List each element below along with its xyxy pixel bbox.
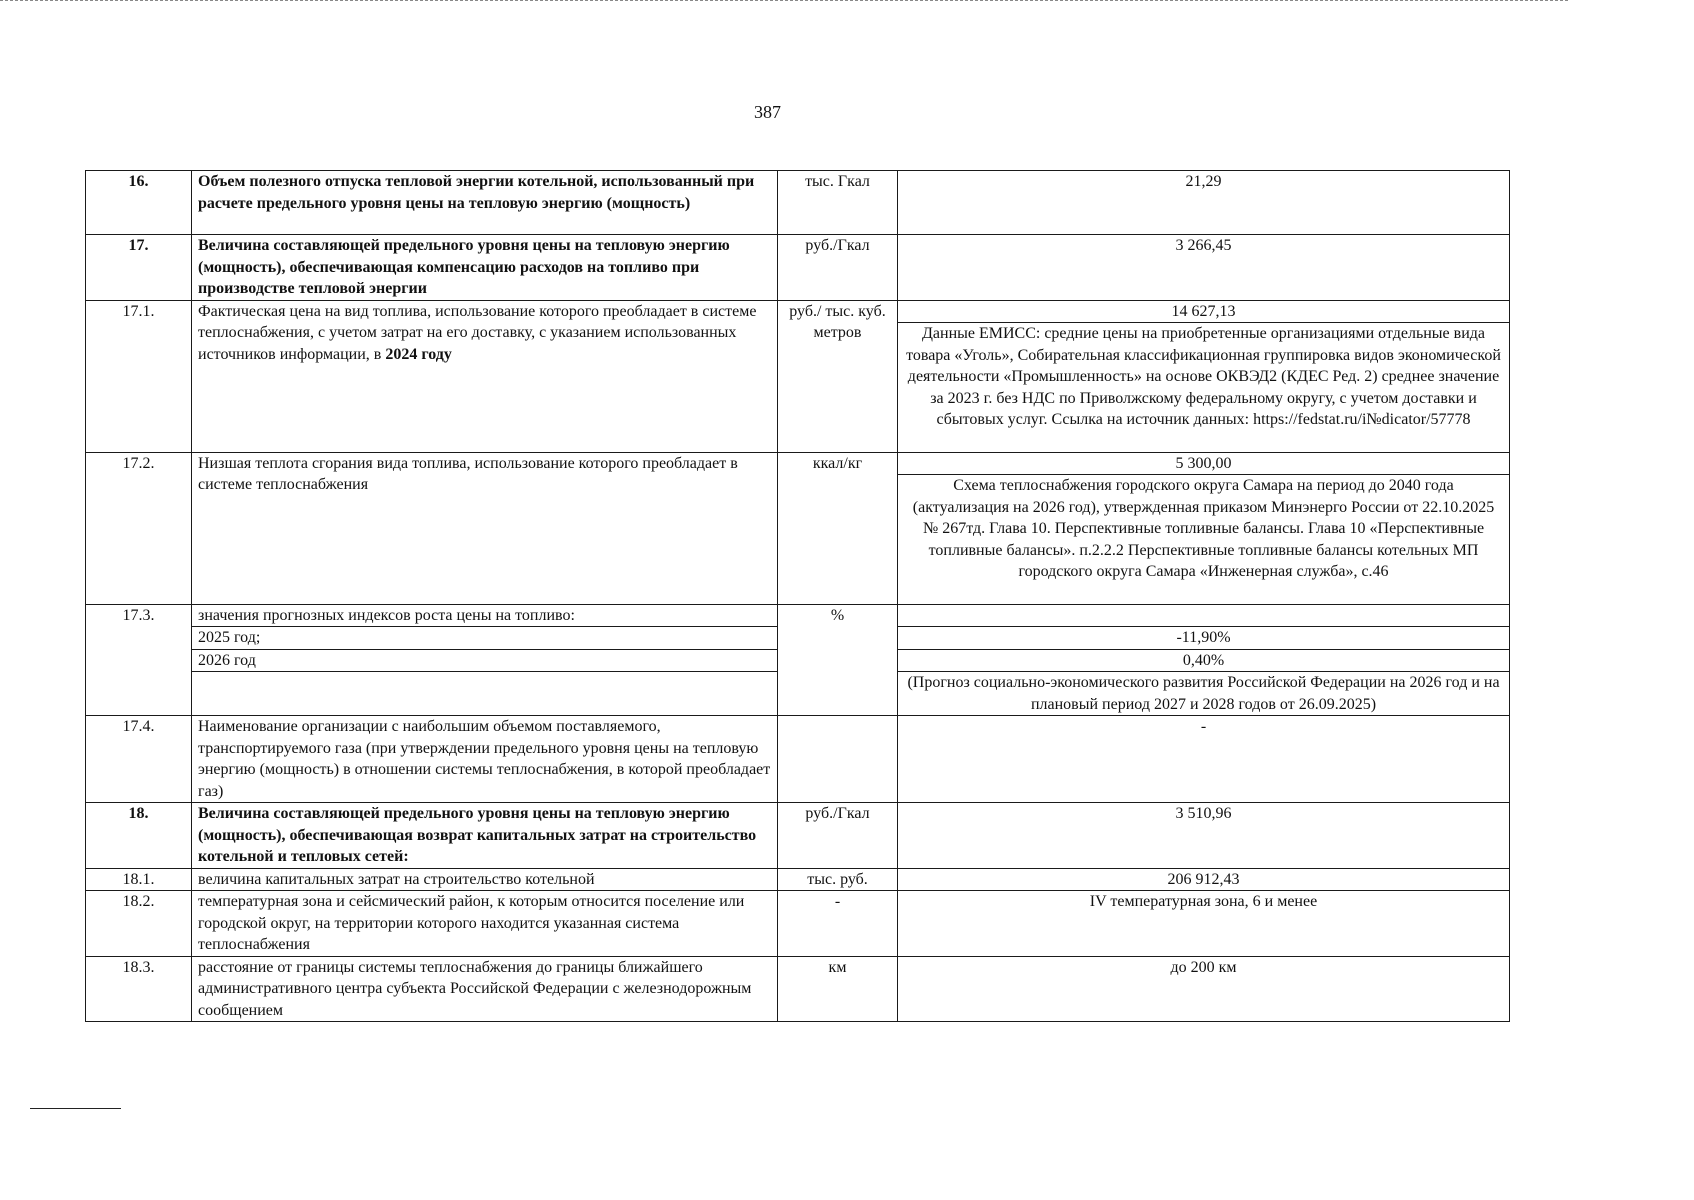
row-description [192,300,778,452]
row-unit: км [778,956,898,1022]
row-number: 17.1. [86,300,192,452]
table-row [86,716,1510,803]
table-row [86,452,1510,604]
row-unit [778,716,898,803]
table-row [86,891,1510,957]
row-value: 3 510,96 [898,803,1510,869]
row-unit: руб./ тыс. куб. метров [778,300,898,452]
row-unit: тыс. руб. [778,868,898,891]
table-row [86,868,1510,891]
row-value: 14 627,13 [1171,302,1236,320]
row-number: 17. [86,235,192,301]
row-unit: ккал/кг [778,452,898,604]
row-description: Объем полезного отпуска тепловой энергии котельной, использованный при расчете предельного уровня цены на тепловую энергию (мощность) [192,171,778,235]
table-row [86,300,1510,452]
row-number: 18.2. [86,891,192,957]
row-description: Низшая теплота сгорания вида топлива, использование которого преобладает в системе теплоснабжения [192,452,778,604]
row-number: 18.1. [86,868,192,891]
row-value-cell [898,452,1510,604]
row-description: величина капитальных затрат на строительство котельной [192,868,778,891]
row-value [898,604,1510,627]
row-description: 2026 год [192,649,778,672]
row-number: 17.2. [86,452,192,604]
table-row [86,604,1510,627]
row-value: IV температурная зона, 6 и менее [898,891,1510,957]
row-value-cell [898,300,1510,452]
row-value: 206 912,43 [898,868,1510,891]
page-number: 387 [754,102,781,122]
row-description: Наименование организации с наибольшим объемом поставляемого, транспортируемого газа (при утверждении предельного уровня цены на тепловую энергию (мощность) в отношении системы теплоснабжения, в которой преобладает газ) [192,716,778,803]
row-value: -11,90% [898,627,1510,650]
row-description-text: Фактическая цена на вид топлива, использование которого преобладает в системе теплоснабжения, с учетом затрат на его доставку, с указанием использованных источников информации, в [198,302,757,363]
table-row [86,235,1510,301]
row-description: температурная зона и сейсмический район, к которым относится поселение или городской округ, на территории которого находится указанная система теплоснабжения [192,891,778,957]
row-number: 16. [86,171,192,235]
top-edge-rule [0,0,1568,1]
row-number: 18. [86,803,192,869]
row-description: значения прогнозных индексов роста цены на топливо: [192,604,778,627]
row-unit: тыс. Гкал [778,171,898,235]
row-source-note: Данные ЕМИСС: средние цены на приобретенные организациями отдельные вида товара «Уголь», Собирательная классификационная группировка видов экономической деятельности «Промышленность» на основе ОКВЭД2 (КДЕС Ред. 2) среднее значение за 2023 г. без НДС по Приволжскому федеральному округу, с учетом доставки и сбытовых услуг. Ссылка на источник данных: https://fedstat.ru/i№dicator/57778 [898,322,1509,431]
row-description: 2025 год; [192,627,778,650]
row-unit: руб./Гкал [778,803,898,869]
footnote-rule [30,1108,121,1109]
row-number: 18.3. [86,956,192,1022]
table-row [86,956,1510,1022]
row-description: Величина составляющей предельного уровня цены на тепловую энергию (мощность), обеспечивающая возврат капитальных затрат на строительство котельной и тепловых сетей: [192,803,778,869]
row-value: 0,40% [898,649,1510,672]
row-value: 5 300,00 [1175,454,1232,472]
row-value: 3 266,45 [898,235,1510,301]
table-row [86,171,1510,235]
row-description-year: 2024 году [385,345,452,363]
row-number: 17.4. [86,716,192,803]
row-description [192,672,778,716]
row-source-note: Схема теплоснабжения городского округа Самара на период до 2040 года (актуализация на 2026 год), утвержденная приказом Минэнерго России от 22.10.2025 № 267тд. Глава 10. Перспективные топливные балансы. Глава 10 «Перспективные топливные балансы». п.2.2.2 Перспективные топливные балансы котельных МП городского округа Самара «Инженерная служба», с.46 [898,474,1509,583]
row-description: расстояние от границы системы теплоснабжения до границы ближайшего административного центра субъекта Российской Федерации с железнодорожным сообщением [192,956,778,1022]
row-value: - [898,716,1510,803]
table-row [86,803,1510,869]
row-description: Величина составляющей предельного уровня цены на тепловую энергию (мощность), обеспечивающая компенсацию расходов на топливо при производстве тепловой энергии [192,235,778,301]
row-number: 17.3. [86,604,192,716]
row-value: до 200 км [898,956,1510,1022]
row-value: 21,29 [898,171,1510,235]
row-source-note: (Прогноз социально-экономического развития Российской Федерации на 2026 год и на плановый период 2027 и 2028 годов от 26.09.2025) [898,672,1510,716]
row-unit: % [778,604,898,716]
tariff-parameters-table [85,170,1510,1022]
row-unit: руб./Гкал [778,235,898,301]
row-unit: - [778,891,898,957]
